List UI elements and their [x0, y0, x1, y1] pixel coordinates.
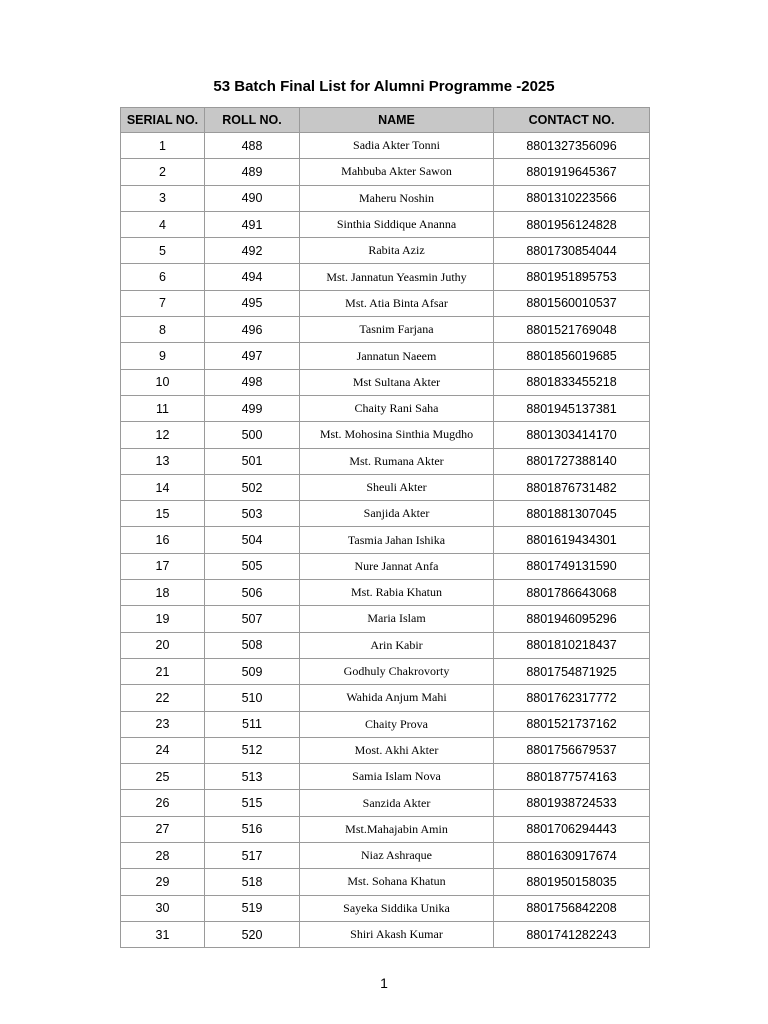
table-row [121, 448, 650, 474]
name-cell: Maria Islam [300, 606, 494, 632]
name-cell: Chaity Prova [300, 711, 494, 737]
roll-no-cell: 499 [205, 395, 300, 421]
contact-no-cell: 8801630917674 [494, 843, 650, 869]
serial-no-cell: 13 [121, 448, 205, 474]
contact-no-cell: 8801727388140 [494, 448, 650, 474]
contact-no-cell: 8801946095296 [494, 606, 650, 632]
roll-no-cell: 512 [205, 737, 300, 763]
contact-no-cell: 8801956124828 [494, 211, 650, 237]
serial-no-cell: 20 [121, 632, 205, 658]
table-row [121, 711, 650, 737]
contact-no-cell: 8801856019685 [494, 343, 650, 369]
table-row [121, 843, 650, 869]
contact-no-cell: 8801730854044 [494, 238, 650, 264]
serial-no-cell: 4 [121, 211, 205, 237]
name-cell: Sanjida Akter [300, 501, 494, 527]
roll-no-cell: 511 [205, 711, 300, 737]
name-cell: Rabita Aziz [300, 238, 494, 264]
serial-no-cell: 18 [121, 580, 205, 606]
table-row [121, 658, 650, 684]
serial-no-cell: 19 [121, 606, 205, 632]
serial-no-cell: 23 [121, 711, 205, 737]
name-cell: Mahbuba Akter Sawon [300, 159, 494, 185]
page-number: 1 [380, 975, 388, 991]
name-cell: Arin Kabir [300, 632, 494, 658]
table-row [121, 527, 650, 553]
name-cell: Mst. Sohana Khatun [300, 869, 494, 895]
name-cell: Most. Akhi Akter [300, 737, 494, 763]
contact-no-cell: 8801560010537 [494, 290, 650, 316]
name-cell: Sayeka Siddika Unika [300, 895, 494, 921]
table-row [121, 290, 650, 316]
table-row [121, 474, 650, 500]
roll-no-cell: 495 [205, 290, 300, 316]
header-contact-no: CONTACT NO. [494, 108, 650, 133]
document-title: 53 Batch Final List for Alumni Programme -2025 [213, 78, 555, 95]
table-row [121, 764, 650, 790]
table-header-row [121, 108, 650, 133]
contact-no-cell: 8801521737162 [494, 711, 650, 737]
name-cell: Tasmia Jahan Ishika [300, 527, 494, 553]
name-cell: Shiri Akash Kumar [300, 921, 494, 947]
contact-no-cell: 8801951895753 [494, 264, 650, 290]
roll-no-cell: 513 [205, 764, 300, 790]
contact-no-cell: 8801310223566 [494, 185, 650, 211]
table-row [121, 185, 650, 211]
contact-no-cell: 8801950158035 [494, 869, 650, 895]
contact-no-cell: 8801877574163 [494, 764, 650, 790]
serial-no-cell: 3 [121, 185, 205, 211]
name-cell: Godhuly Chakrovorty [300, 658, 494, 684]
serial-no-cell: 1 [121, 133, 205, 159]
name-cell: Mst. Rumana Akter [300, 448, 494, 474]
roll-no-cell: 503 [205, 501, 300, 527]
contact-no-cell: 8801327356096 [494, 133, 650, 159]
table-row [121, 369, 650, 395]
contact-no-cell: 8801938724533 [494, 790, 650, 816]
roll-no-cell: 506 [205, 580, 300, 606]
header-name: NAME [300, 108, 494, 133]
roll-no-cell: 492 [205, 238, 300, 264]
contact-no-cell: 8801945137381 [494, 395, 650, 421]
roll-no-cell: 496 [205, 317, 300, 343]
serial-no-cell: 25 [121, 764, 205, 790]
name-cell: Niaz Ashraque [300, 843, 494, 869]
table-row [121, 133, 650, 159]
roll-no-cell: 502 [205, 474, 300, 500]
table-row [121, 159, 650, 185]
serial-no-cell: 8 [121, 317, 205, 343]
serial-no-cell: 27 [121, 816, 205, 842]
name-cell: Mst Sultana Akter [300, 369, 494, 395]
serial-no-cell: 31 [121, 921, 205, 947]
roll-no-cell: 488 [205, 133, 300, 159]
name-cell: Sadia Akter Tonni [300, 133, 494, 159]
roll-no-cell: 498 [205, 369, 300, 395]
contact-no-cell: 8801786643068 [494, 580, 650, 606]
serial-no-cell: 7 [121, 290, 205, 316]
roll-no-cell: 494 [205, 264, 300, 290]
contact-no-cell: 8801919645367 [494, 159, 650, 185]
serial-no-cell: 11 [121, 395, 205, 421]
serial-no-cell: 10 [121, 369, 205, 395]
contact-no-cell: 8801706294443 [494, 816, 650, 842]
roll-no-cell: 491 [205, 211, 300, 237]
roll-no-cell: 520 [205, 921, 300, 947]
table-row [121, 580, 650, 606]
contact-no-cell: 8801749131590 [494, 553, 650, 579]
table-row [121, 895, 650, 921]
roll-no-cell: 504 [205, 527, 300, 553]
name-cell: Maheru Noshin [300, 185, 494, 211]
roll-no-cell: 500 [205, 422, 300, 448]
name-cell: Samia Islam Nova [300, 764, 494, 790]
roll-no-cell: 518 [205, 869, 300, 895]
roll-no-cell: 497 [205, 343, 300, 369]
name-cell: Mst. Atia Binta Afsar [300, 290, 494, 316]
table-row [121, 685, 650, 711]
roll-no-cell: 515 [205, 790, 300, 816]
roll-no-cell: 517 [205, 843, 300, 869]
serial-no-cell: 26 [121, 790, 205, 816]
serial-no-cell: 28 [121, 843, 205, 869]
serial-no-cell: 9 [121, 343, 205, 369]
name-cell: Tasnim Farjana [300, 317, 494, 343]
roll-no-cell: 516 [205, 816, 300, 842]
table-row [121, 264, 650, 290]
contact-no-cell: 8801756679537 [494, 737, 650, 763]
table-row [121, 422, 650, 448]
contact-no-cell: 8801810218437 [494, 632, 650, 658]
contact-no-cell: 8801741282243 [494, 921, 650, 947]
serial-no-cell: 30 [121, 895, 205, 921]
serial-no-cell: 17 [121, 553, 205, 579]
serial-no-cell: 14 [121, 474, 205, 500]
table-row [121, 790, 650, 816]
roll-no-cell: 507 [205, 606, 300, 632]
contact-no-cell: 8801619434301 [494, 527, 650, 553]
table-row [121, 816, 650, 842]
table-row [121, 921, 650, 947]
contact-no-cell: 8801754871925 [494, 658, 650, 684]
contact-no-cell: 8801756842208 [494, 895, 650, 921]
name-cell: Mst. Jannatun Yeasmin Juthy [300, 264, 494, 290]
table-row [121, 869, 650, 895]
name-cell: Jannatun Naeem [300, 343, 494, 369]
name-cell: Wahida Anjum Mahi [300, 685, 494, 711]
table-row [121, 632, 650, 658]
roll-no-cell: 509 [205, 658, 300, 684]
table-row [121, 317, 650, 343]
serial-no-cell: 6 [121, 264, 205, 290]
name-cell: Mst. Mohosina Sinthia Mugdho [300, 422, 494, 448]
serial-no-cell: 12 [121, 422, 205, 448]
serial-no-cell: 15 [121, 501, 205, 527]
name-cell: Nure Jannat Anfa [300, 553, 494, 579]
roll-no-cell: 505 [205, 553, 300, 579]
roll-no-cell: 501 [205, 448, 300, 474]
name-cell: Mst.Mahajabin Amin [300, 816, 494, 842]
alumni-list-table [120, 107, 650, 948]
table-row [121, 606, 650, 632]
name-cell: Mst. Rabia Khatun [300, 580, 494, 606]
table-row [121, 501, 650, 527]
header-serial-no: SERIAL NO. [121, 108, 205, 133]
name-cell: Sheuli Akter [300, 474, 494, 500]
roll-no-cell: 489 [205, 159, 300, 185]
contact-no-cell: 8801521769048 [494, 317, 650, 343]
table-row [121, 395, 650, 421]
serial-no-cell: 5 [121, 238, 205, 264]
roll-no-cell: 519 [205, 895, 300, 921]
table-row [121, 238, 650, 264]
serial-no-cell: 2 [121, 159, 205, 185]
header-roll-no: ROLL NO. [205, 108, 300, 133]
serial-no-cell: 22 [121, 685, 205, 711]
contact-no-cell: 8801762317772 [494, 685, 650, 711]
table-row [121, 737, 650, 763]
roll-no-cell: 508 [205, 632, 300, 658]
name-cell: Chaity Rani Saha [300, 395, 494, 421]
serial-no-cell: 21 [121, 658, 205, 684]
roll-no-cell: 490 [205, 185, 300, 211]
table-row [121, 553, 650, 579]
contact-no-cell: 8801876731482 [494, 474, 650, 500]
table-body [121, 133, 650, 948]
contact-no-cell: 8801303414170 [494, 422, 650, 448]
name-cell: Sanzida Akter [300, 790, 494, 816]
serial-no-cell: 29 [121, 869, 205, 895]
table-row [121, 211, 650, 237]
table-row [121, 343, 650, 369]
serial-no-cell: 24 [121, 737, 205, 763]
contact-no-cell: 8801833455218 [494, 369, 650, 395]
roll-no-cell: 510 [205, 685, 300, 711]
name-cell: Sinthia Siddique Ananna [300, 211, 494, 237]
contact-no-cell: 8801881307045 [494, 501, 650, 527]
serial-no-cell: 16 [121, 527, 205, 553]
